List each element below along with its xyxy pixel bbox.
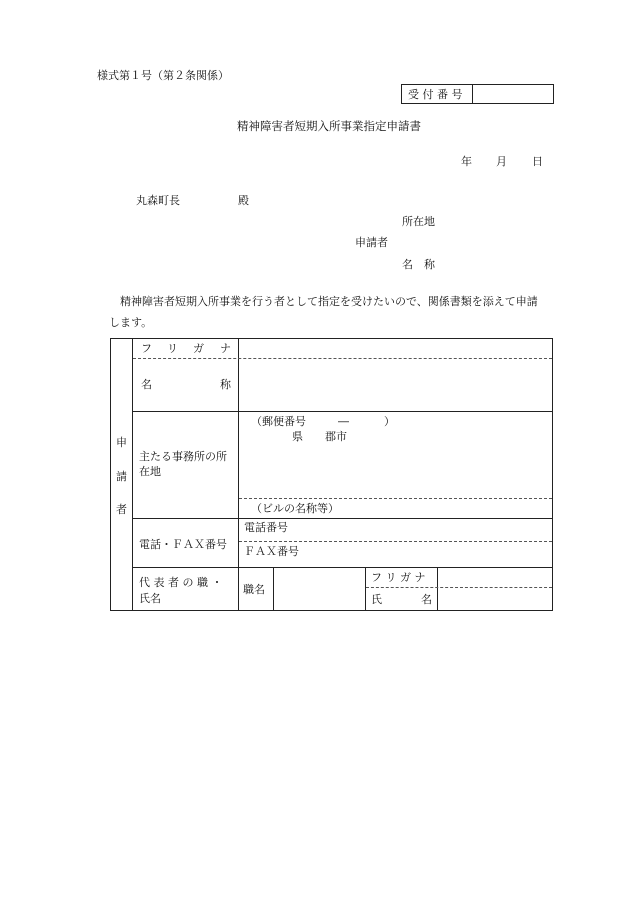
furigana-char-4: ナ [220, 342, 231, 355]
office-label-line1: 主たる事務所の所 [139, 450, 227, 463]
body-text-line1: 精神障害者短期入所事業を行う者として指定を受けたいので、関係書類を添えて申請 [120, 295, 538, 308]
addressee-honorific: 殿 [238, 194, 249, 207]
side-label-1: 申 [116, 436, 127, 449]
date-year: 年 [461, 155, 472, 168]
furigana-input[interactable] [239, 339, 552, 358]
name-label-left: 名 [141, 378, 152, 391]
furigana-char-3: ガ [193, 342, 204, 355]
name-label-right: 称 [220, 378, 231, 391]
document-title: 精神障害者短期入所事業指定申請書 [237, 119, 421, 133]
position-label: 職名 [243, 583, 265, 596]
postal-close: ） [384, 415, 395, 428]
furigana-char-1: フ [141, 342, 152, 355]
addressee-name: 丸森町長 [136, 194, 180, 207]
rep-name-right: 名 [421, 593, 432, 606]
building-label: （ビルの名称等） [251, 502, 339, 515]
furigana-char-2: リ [167, 342, 178, 355]
contact-label: 電話・ＦＡＸ番号 [139, 538, 227, 551]
postal-label: （郵便番号 [251, 415, 306, 428]
name-input[interactable] [239, 359, 552, 411]
prefecture-label: 県 [292, 430, 303, 443]
applicant-name-label: 名 称 [402, 258, 435, 271]
date-month: 月 [496, 155, 507, 168]
rep-label-line2: 氏名 [139, 592, 161, 605]
rep-name-input[interactable] [438, 588, 552, 610]
body-text-line2: します。 [109, 316, 153, 329]
rep-name-left: 氏 [371, 593, 382, 606]
fax-label: ＦＡＸ番号 [244, 545, 299, 558]
position-input[interactable] [274, 568, 365, 610]
rep-label-line1: 代 表 者 の 職 ・ [139, 576, 223, 589]
applicant-label: 申請者 [355, 236, 388, 249]
office-label-line2: 在地 [139, 465, 161, 478]
receipt-number-label: 受 付 番 号 [408, 88, 463, 101]
receipt-number-box [401, 84, 554, 104]
postal-dash: ― [338, 415, 349, 428]
date-day: 日 [532, 155, 543, 168]
rep-furigana-input[interactable] [438, 568, 552, 587]
rep-furigana-label: フ リ ガ ナ [371, 571, 426, 584]
phone-label: 電話番号 [244, 521, 288, 534]
applicant-location-label: 所在地 [402, 215, 435, 228]
side-label-3: 者 [116, 503, 127, 516]
form-number: 様式第１号（第２条関係） [97, 69, 229, 82]
district-city-label: 郡市 [325, 430, 347, 443]
side-label-2: 請 [116, 470, 127, 483]
